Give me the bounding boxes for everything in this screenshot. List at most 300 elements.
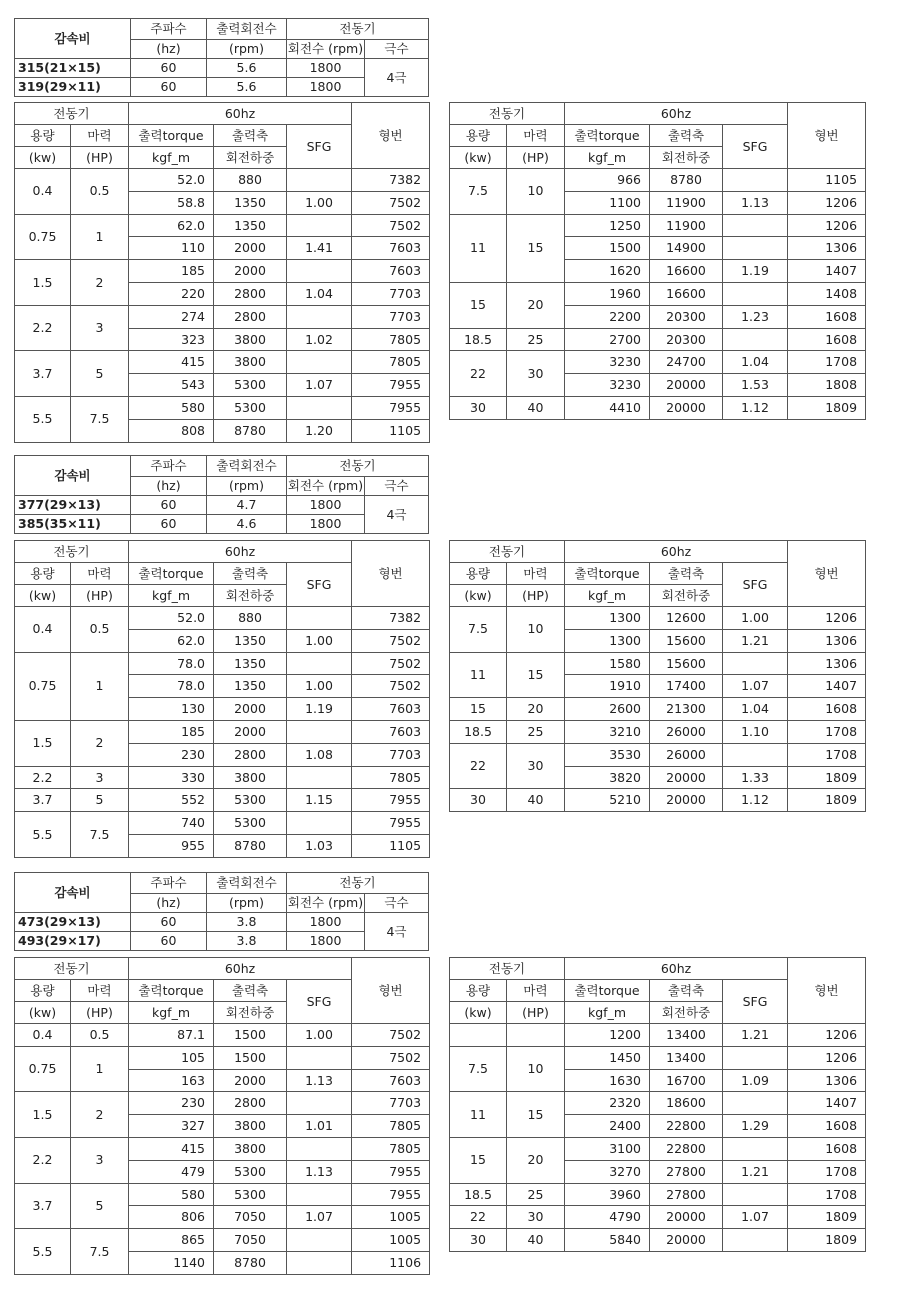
load-value: 3800	[214, 328, 287, 351]
sfg-value: 1.21	[723, 1024, 788, 1047]
motor-header: 전동기	[15, 958, 129, 980]
load-unit: 회전하중	[650, 147, 723, 169]
kw-value: 15	[450, 282, 507, 328]
load-value: 13400	[650, 1046, 723, 1069]
sfg-value: 1.53	[723, 374, 788, 397]
load-header: 출력축	[650, 563, 723, 585]
motor-header: 전동기	[287, 873, 429, 894]
torque-value: 3100	[565, 1137, 650, 1160]
sfg-value	[287, 214, 352, 237]
kw-value: 1.5	[15, 260, 71, 306]
torque-value: 327	[129, 1115, 214, 1138]
rpm-header: 출력회전수	[207, 456, 287, 477]
sfg-header: SFG	[287, 563, 352, 607]
kw-value: 2.2	[15, 305, 71, 351]
model-value: 7603	[352, 1069, 430, 1092]
hz-header: 60hz	[129, 541, 352, 563]
motor-rpm-value: 1800	[287, 496, 365, 515]
hp-value: 2	[71, 260, 129, 306]
ratio-value: 377(29×13)	[15, 496, 131, 515]
model-value: 1206	[788, 1024, 866, 1047]
load-value: 1350	[214, 629, 287, 652]
model-value: 7382	[352, 607, 430, 630]
load-value: 20300	[650, 305, 723, 328]
rpm-value: 4.6	[207, 515, 287, 534]
torque-value: 1960	[565, 282, 650, 305]
model-value: 7805	[352, 1115, 430, 1138]
ratio-table	[14, 872, 429, 951]
load-value: 26000	[650, 720, 723, 743]
load-value: 880	[214, 607, 287, 630]
torque-value: 2400	[565, 1115, 650, 1138]
load-value: 8780	[214, 419, 287, 442]
model-value: 7955	[352, 1183, 430, 1206]
hp-value: 0.5	[71, 169, 129, 215]
load-value: 26000	[650, 743, 723, 766]
torque-value: 105	[129, 1046, 214, 1069]
kw-value: 11	[450, 1092, 507, 1138]
kw-value: 2.2	[15, 766, 71, 789]
sfg-value	[287, 169, 352, 192]
kw-value: 1.5	[15, 720, 71, 766]
load-value: 15600	[650, 629, 723, 652]
motor-rpm-value: 1800	[287, 913, 365, 932]
poles-value: 4극	[365, 913, 429, 951]
rpm-value: 3.8	[207, 932, 287, 951]
kw-value: 7.5	[450, 1046, 507, 1092]
torque-value: 1500	[565, 237, 650, 260]
torque-value: 3960	[565, 1183, 650, 1206]
sfg-value: 1.12	[723, 789, 788, 812]
model-value: 1608	[788, 1115, 866, 1138]
sfg-value: 1.00	[287, 191, 352, 214]
load-value: 1500	[214, 1024, 287, 1047]
sfg-value	[723, 1092, 788, 1115]
model-value: 7805	[352, 766, 430, 789]
kw-unit: (kw)	[15, 1002, 71, 1024]
sfg-value	[723, 1229, 788, 1252]
load-value: 8780	[650, 169, 723, 192]
sfg-value	[287, 1092, 352, 1115]
kw-header: 용량	[15, 980, 71, 1002]
sfg-value	[287, 260, 352, 283]
kw-value	[450, 1024, 507, 1047]
torque-value: 1910	[565, 675, 650, 698]
sfg-value: 1.07	[287, 1206, 352, 1229]
torque-value: 130	[129, 698, 214, 721]
kw-value: 0.75	[15, 214, 71, 260]
hz-header: 60hz	[565, 958, 788, 980]
model-value: 1206	[788, 191, 866, 214]
kw-value: 30	[450, 396, 507, 419]
sfg-value	[723, 214, 788, 237]
kw-value: 0.4	[15, 607, 71, 653]
load-value: 2800	[214, 305, 287, 328]
poles-value: 4극	[365, 496, 429, 534]
left-spec-table	[14, 957, 430, 1275]
sfg-value	[723, 328, 788, 351]
load-value: 20000	[650, 374, 723, 397]
load-value: 3800	[214, 1137, 287, 1160]
sfg-value: 1.15	[287, 789, 352, 812]
hp-value: 2	[71, 720, 129, 766]
hz-header: 60hz	[129, 103, 352, 125]
torque-value: 479	[129, 1160, 214, 1183]
model-value: 1809	[788, 789, 866, 812]
model-value: 1106	[352, 1251, 430, 1274]
torque-unit: kgf_m	[129, 147, 214, 169]
hp-value: 40	[507, 396, 565, 419]
table-row	[450, 1092, 866, 1115]
table-row	[15, 652, 430, 675]
freq-unit: (hz)	[131, 894, 207, 913]
hp-value: 15	[507, 652, 565, 698]
ratio-header: 감속비	[15, 873, 131, 913]
model-value: 7955	[352, 1160, 430, 1183]
kw-value: 0.4	[15, 1024, 71, 1047]
torque-header: 출력torque	[565, 980, 650, 1002]
table-row	[450, 328, 866, 351]
motor-rpm-header: 회전수 (rpm)	[287, 477, 365, 496]
model-value: 7603	[352, 698, 430, 721]
torque-value: 2320	[565, 1092, 650, 1115]
motor-rpm-value: 1800	[287, 932, 365, 951]
model-header: 형번	[788, 958, 866, 1024]
load-header: 출력축	[214, 125, 287, 147]
load-value: 20300	[650, 328, 723, 351]
sfg-value	[723, 1137, 788, 1160]
kw-value: 2.2	[15, 1137, 71, 1183]
table-row	[15, 766, 430, 789]
sfg-value	[287, 607, 352, 630]
load-value: 12600	[650, 607, 723, 630]
load-value: 16600	[650, 282, 723, 305]
kw-value: 18.5	[450, 720, 507, 743]
hp-value: 20	[507, 698, 565, 721]
kw-value: 3.7	[15, 789, 71, 812]
load-value: 16700	[650, 1069, 723, 1092]
load-value: 5300	[214, 374, 287, 397]
model-value: 1105	[788, 169, 866, 192]
sfg-value	[723, 237, 788, 260]
model-value: 7703	[352, 743, 430, 766]
table-row	[450, 1024, 866, 1047]
ratio-value: 319(29×11)	[15, 78, 131, 97]
torque-value: 330	[129, 766, 214, 789]
model-value: 7955	[352, 812, 430, 835]
freq-value: 60	[131, 78, 207, 97]
load-value: 1350	[214, 652, 287, 675]
ratio-row	[15, 496, 429, 515]
hp-header: 마력	[507, 125, 565, 147]
model-value: 7502	[352, 1024, 430, 1047]
torque-value: 1620	[565, 260, 650, 283]
kw-value: 15	[450, 698, 507, 721]
poles-header: 극수	[365, 894, 429, 913]
table-row	[450, 351, 866, 374]
sfg-value	[287, 1251, 352, 1274]
torque-value: 2200	[565, 305, 650, 328]
model-header: 형번	[788, 103, 866, 169]
hp-value: 7.5	[71, 396, 129, 442]
table-row	[450, 1137, 866, 1160]
load-header: 출력축	[650, 125, 723, 147]
torque-value: 3530	[565, 743, 650, 766]
torque-value: 230	[129, 743, 214, 766]
torque-value: 808	[129, 419, 214, 442]
kw-value: 18.5	[450, 1183, 507, 1206]
hp-unit: (HP)	[507, 147, 565, 169]
model-value: 1306	[788, 1069, 866, 1092]
motor-rpm-value: 1800	[287, 59, 365, 78]
kw-unit: (kw)	[15, 585, 71, 607]
torque-value: 110	[129, 237, 214, 260]
model-value: 7955	[352, 396, 430, 419]
table-row	[15, 1092, 430, 1115]
kw-unit: (kw)	[15, 147, 71, 169]
load-unit: 회전하중	[214, 585, 287, 607]
hp-value: 25	[507, 328, 565, 351]
load-value: 1350	[214, 675, 287, 698]
torque-value: 230	[129, 1092, 214, 1115]
motor-header: 전동기	[15, 103, 129, 125]
load-value: 1350	[214, 191, 287, 214]
kw-value: 0.75	[15, 652, 71, 720]
hp-header: 마력	[71, 563, 129, 585]
ratio-row	[15, 59, 429, 78]
torque-value: 415	[129, 1137, 214, 1160]
model-value: 7805	[352, 1137, 430, 1160]
load-value: 2000	[214, 237, 287, 260]
hp-value: 30	[507, 743, 565, 789]
torque-value: 806	[129, 1206, 214, 1229]
freq-value: 60	[131, 59, 207, 78]
model-value: 7805	[352, 351, 430, 374]
table-row	[15, 260, 430, 283]
torque-header: 출력torque	[129, 563, 214, 585]
sfg-value	[287, 1229, 352, 1252]
load-value: 8780	[214, 1251, 287, 1274]
model-value: 1809	[788, 1229, 866, 1252]
model-value: 7502	[352, 214, 430, 237]
torque-value: 62.0	[129, 214, 214, 237]
hp-value: 1	[71, 214, 129, 260]
poles-value: 4극	[365, 59, 429, 97]
torque-value: 1630	[565, 1069, 650, 1092]
torque-header: 출력torque	[565, 563, 650, 585]
sfg-value	[287, 396, 352, 419]
motor-header: 전동기	[450, 541, 565, 563]
kw-value: 3.7	[15, 351, 71, 397]
load-value: 14900	[650, 237, 723, 260]
ratio-header: 감속비	[15, 19, 131, 59]
ratio-row	[15, 913, 429, 932]
load-value: 22800	[650, 1115, 723, 1138]
load-unit: 회전하중	[650, 585, 723, 607]
sfg-value	[287, 652, 352, 675]
model-value: 1005	[352, 1206, 430, 1229]
kw-unit: (kw)	[450, 585, 507, 607]
kw-value: 11	[450, 652, 507, 698]
sfg-value: 1.10	[723, 720, 788, 743]
right-spec-table	[449, 540, 866, 812]
model-value: 7603	[352, 260, 430, 283]
load-value: 2000	[214, 720, 287, 743]
rpm-value: 5.6	[207, 59, 287, 78]
hp-value: 1	[71, 652, 129, 720]
sfg-value: 1.00	[287, 675, 352, 698]
hp-value: 20	[507, 282, 565, 328]
torque-value: 1300	[565, 607, 650, 630]
ratio-header: 감속비	[15, 456, 131, 496]
table-row	[15, 351, 430, 374]
load-value: 2000	[214, 1069, 287, 1092]
table-row	[15, 607, 430, 630]
right-spec-table	[449, 957, 866, 1252]
load-value: 20000	[650, 789, 723, 812]
table-row	[15, 1046, 430, 1069]
model-value: 7703	[352, 305, 430, 328]
sfg-value: 1.21	[723, 1160, 788, 1183]
hp-value	[507, 1024, 565, 1047]
ratio-value: 473(29×13)	[15, 913, 131, 932]
hp-value: 3	[71, 766, 129, 789]
load-value: 27800	[650, 1160, 723, 1183]
model-value: 1105	[352, 419, 430, 442]
model-value: 7703	[352, 282, 430, 305]
load-value: 5300	[214, 789, 287, 812]
sfg-value: 1.23	[723, 305, 788, 328]
model-value: 1206	[788, 607, 866, 630]
hp-value: 10	[507, 169, 565, 215]
torque-value: 1100	[565, 191, 650, 214]
motor-rpm-header: 회전수 (rpm)	[287, 894, 365, 913]
torque-value: 740	[129, 812, 214, 835]
load-value: 2000	[214, 698, 287, 721]
hp-unit: (HP)	[507, 1002, 565, 1024]
freq-header: 주파수	[131, 19, 207, 40]
model-value: 1407	[788, 1092, 866, 1115]
sfg-value	[723, 1183, 788, 1206]
poles-header: 극수	[365, 40, 429, 59]
torque-value: 4410	[565, 396, 650, 419]
table-row	[15, 1024, 430, 1047]
hp-value: 0.5	[71, 607, 129, 653]
hp-value: 1	[71, 1046, 129, 1092]
sfg-value: 1.07	[287, 374, 352, 397]
model-value: 1608	[788, 305, 866, 328]
kw-value: 5.5	[15, 812, 71, 858]
hp-unit: (HP)	[71, 585, 129, 607]
torque-value: 78.0	[129, 652, 214, 675]
torque-value: 1450	[565, 1046, 650, 1069]
load-value: 11900	[650, 191, 723, 214]
kw-value: 5.5	[15, 1229, 71, 1275]
model-value: 7382	[352, 169, 430, 192]
model-value: 1708	[788, 743, 866, 766]
hp-header: 마력	[71, 980, 129, 1002]
hp-value: 30	[507, 351, 565, 397]
left-spec-table	[14, 540, 430, 858]
model-value: 1708	[788, 1183, 866, 1206]
torque-value: 1300	[565, 629, 650, 652]
model-value: 1809	[788, 1206, 866, 1229]
ratio-table	[14, 455, 429, 534]
load-value: 5300	[214, 812, 287, 835]
torque-value: 1250	[565, 214, 650, 237]
torque-value: 163	[129, 1069, 214, 1092]
sfg-value: 1.02	[287, 328, 352, 351]
load-value: 2800	[214, 282, 287, 305]
table-row	[15, 720, 430, 743]
sfg-header: SFG	[287, 980, 352, 1024]
load-value: 20000	[650, 1229, 723, 1252]
model-value: 1408	[788, 282, 866, 305]
ratio-value: 315(21×15)	[15, 59, 131, 78]
hp-value: 5	[71, 1183, 129, 1229]
table-row	[450, 698, 866, 721]
hp-unit: (HP)	[71, 1002, 129, 1024]
torque-value: 580	[129, 396, 214, 419]
table-row	[15, 812, 430, 835]
torque-value: 220	[129, 282, 214, 305]
torque-unit: kgf_m	[565, 1002, 650, 1024]
load-value: 3800	[214, 351, 287, 374]
freq-unit: (hz)	[131, 477, 207, 496]
kw-value: 22	[450, 351, 507, 397]
sfg-value: 1.13	[287, 1069, 352, 1092]
hp-value: 25	[507, 1183, 565, 1206]
hz-header: 60hz	[129, 958, 352, 980]
freq-value: 60	[131, 496, 207, 515]
hp-value: 15	[507, 1092, 565, 1138]
kw-value: 1.5	[15, 1092, 71, 1138]
table-row	[450, 1229, 866, 1252]
torque-value: 1580	[565, 652, 650, 675]
kw-header: 용량	[450, 563, 507, 585]
model-value: 1708	[788, 351, 866, 374]
load-value: 5300	[214, 1160, 287, 1183]
model-value: 1306	[788, 652, 866, 675]
torque-value: 3270	[565, 1160, 650, 1183]
rpm-unit: (rpm)	[207, 477, 287, 496]
model-value: 1608	[788, 1137, 866, 1160]
freq-header: 주파수	[131, 456, 207, 477]
model-value: 7955	[352, 789, 430, 812]
table-row	[450, 652, 866, 675]
model-value: 1105	[352, 834, 430, 857]
torque-unit: kgf_m	[129, 1002, 214, 1024]
hp-value: 30	[507, 1206, 565, 1229]
torque-value: 5210	[565, 789, 650, 812]
model-header: 형번	[788, 541, 866, 607]
kw-value: 15	[450, 1137, 507, 1183]
load-value: 5300	[214, 1183, 287, 1206]
rpm-value: 3.8	[207, 913, 287, 932]
motor-header: 전동기	[450, 958, 565, 980]
kw-value: 0.75	[15, 1046, 71, 1092]
table-row	[450, 1183, 866, 1206]
model-value: 7603	[352, 237, 430, 260]
freq-header: 주파수	[131, 873, 207, 894]
sfg-value: 1.00	[287, 1024, 352, 1047]
sfg-value	[287, 305, 352, 328]
hp-value: 20	[507, 1137, 565, 1183]
load-value: 20000	[650, 1206, 723, 1229]
model-value: 7603	[352, 720, 430, 743]
rpm-header: 출력회전수	[207, 873, 287, 894]
load-value: 27800	[650, 1183, 723, 1206]
